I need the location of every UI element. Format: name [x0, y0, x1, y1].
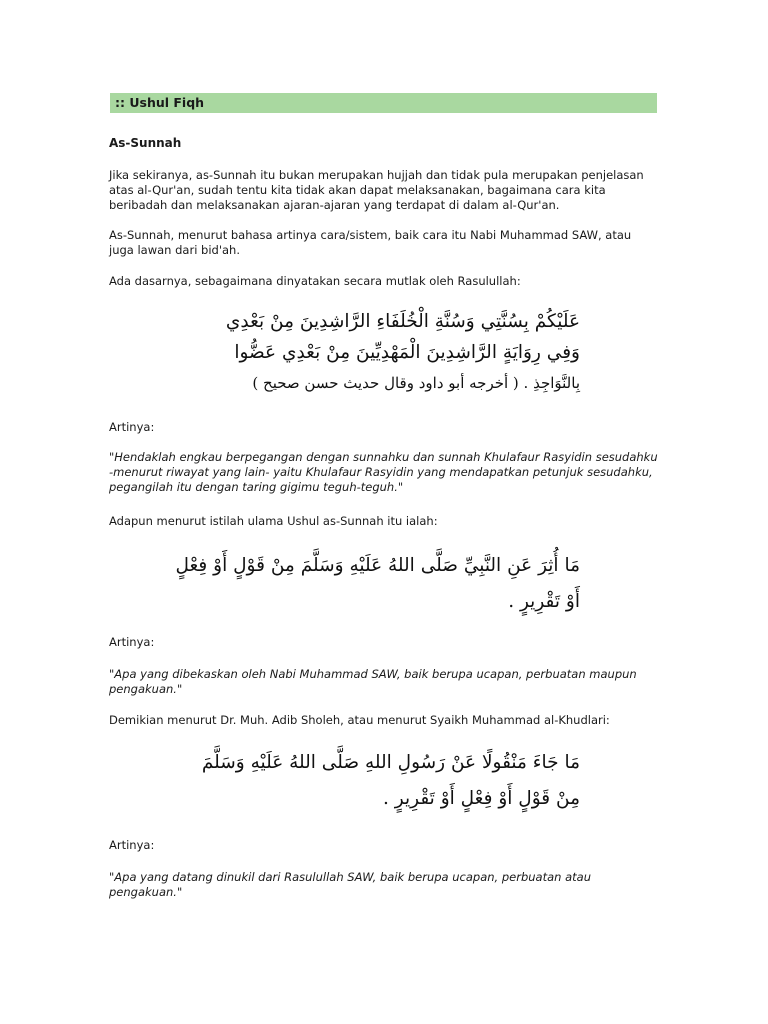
arabic-line: مِنْ قَوْلٍ أَوْ فِعْلٍ أَوْ تَقْرِيرٍ . — [383, 788, 580, 809]
artinya-label: Artinya: — [109, 635, 155, 649]
translation-quote: "Apa yang datang dinukil dari Rasulullah SAW, baik berupa ucapan, perbuatan atau pengakuan." — [109, 870, 591, 899]
artinya-label: Artinya: — [109, 420, 155, 434]
section-title: :: Ushul Fiqh — [115, 95, 205, 110]
arabic-line: بِالنَّوَاجِذِ . ( أخرجه أبو داود وقال حديث حسن صحيح ) — [252, 374, 580, 392]
arabic-line: مَا جَاءَ مَنْقُولًا عَنْ رَسُولِ اللهِ صَلَّى اللهُ عَلَيْهِ وَسَلَّمَ — [201, 752, 580, 773]
arabic-line: أَوْ تَقْرِيرٍ . — [508, 591, 580, 612]
arabic-line: عَلَيْكُمْ بِسُنَّتِي وَسُنَّةِ الْخُلَفَاءِ الرَّاشِدِينَ مِنْ بَعْدِي — [225, 311, 580, 332]
paragraph-definition-language: As-Sunnah, menurut bahasa artinya cara/sistem, baik cara itu Nabi Muhammad SAW, atau juga lawan dari bid'ah. — [109, 228, 632, 257]
artinya-label: Artinya: — [109, 838, 155, 852]
paragraph-ushul-definition: Adapun menurut istilah ulama Ushul as-Sunnah itu ialah: — [109, 514, 438, 528]
paragraph-khudlari: Demikian menurut Dr. Muh. Adib Sholeh, atau menurut Syaikh Muhammad al-Khudlari: — [109, 713, 610, 727]
translation-quote: "Hendaklah engkau berpegangan dengan sunnahku dan sunnah Khulafaur Rasyidin sesudahku -menurut riwayat yang lain- yaitu Khulafaur Rasyidin yang mendapatkan petunjuk sesudahku, pegangilah itu dengan taring gigimu teguh-teguh." — [109, 450, 658, 494]
translation-quote: "Apa yang dibekaskan oleh Nabi Muhammad SAW, baik berupa ucapan, perbuatan maupun pengakuan." — [109, 667, 637, 696]
paragraph-basis: Ada dasarnya, sebagaimana dinyatakan secara mutlak oleh Rasulullah: — [109, 274, 521, 288]
arabic-definition-text — [175, 548, 580, 620]
arabic-hadith-text — [215, 306, 580, 399]
arabic-line: وَفِي رِوَايَةٍ الرَّاشِدِينَ الْمَهْدِيِّينَ مِنْ بَعْدِي عَضُّوا — [234, 342, 580, 363]
arabic-line: مَا أُثِرَ عَنِ النَّبِيِّ صَلَّى اللهُ عَلَيْهِ وَسَلَّمَ مِنْ قَوْلٍ أَوْ فِعْلٍ — [175, 555, 580, 576]
page-heading: As-Sunnah — [109, 136, 182, 150]
paragraph-intro: Jika sekiranya, as-Sunnah itu bukan merupakan hujjah dan tidak pula merupakan penjelasan atas al-Qur'an, sudah tentu kita tidak akan dapat melaksanakan, bagaimana cara kita beribadah dan melaksanakan ajaran-ajaran yang terdapat di dalam al-Qur'an. — [109, 168, 644, 212]
section-header — [110, 93, 657, 113]
arabic-khudlari-text — [201, 745, 580, 817]
